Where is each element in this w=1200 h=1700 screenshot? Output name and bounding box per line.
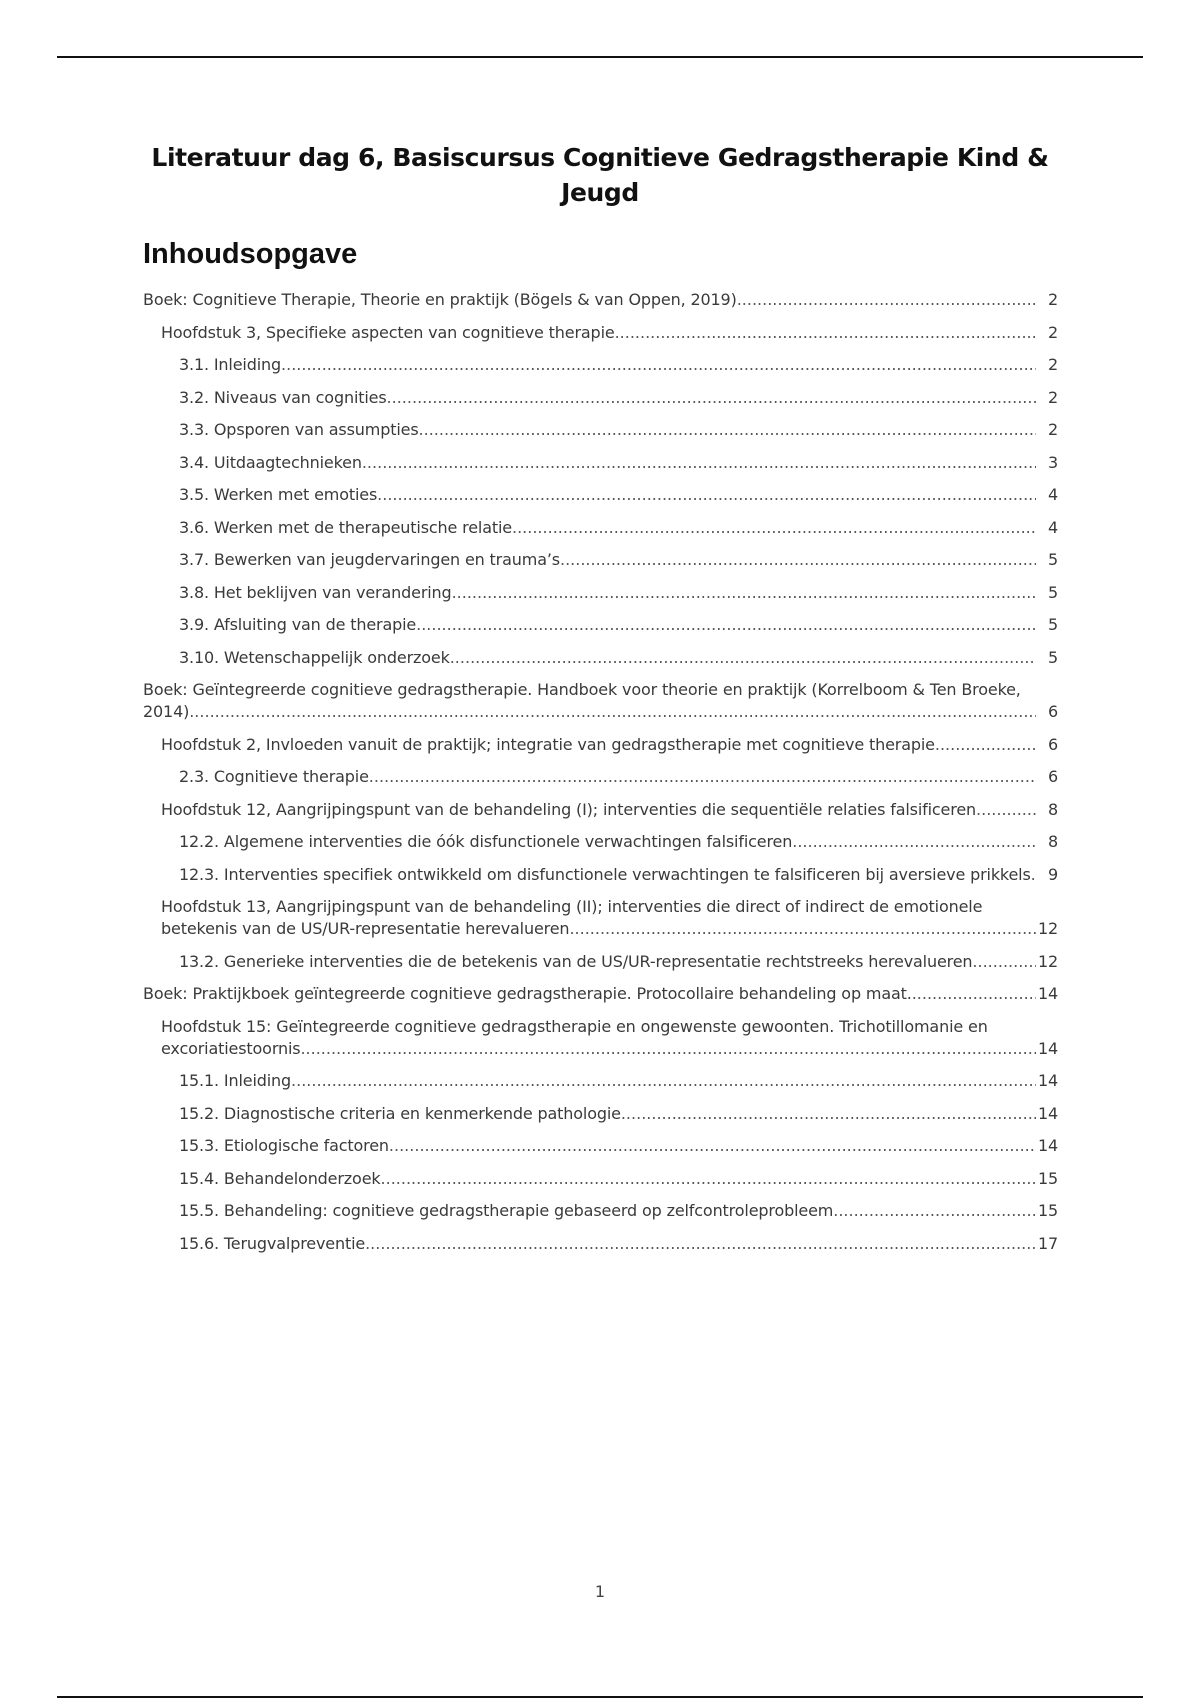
toc-entry-page[interactable]: 8 (1047, 832, 1058, 851)
page-number: 1 (594, 1582, 606, 1601)
toc-entry[interactable] (161, 795, 1058, 828)
document-title: Literatuur dag 6, Basiscursus Cognitieve Gedragstherapie Kind & Jeugd (151, 143, 1049, 207)
toc-entry-text[interactable]: 15.1. Inleiding ..... (179, 1070, 1036, 1092)
toc-entry[interactable] (179, 480, 1058, 513)
toc-entry-page[interactable]: 5 (1047, 582, 1058, 602)
toc-entry-text[interactable]: 3.10. Wetenschappelijk onderzoek ..... (179, 647, 1036, 669)
toc-entry-page[interactable]: 2 (1047, 290, 1058, 309)
toc-entry[interactable] (179, 578, 1058, 611)
toc-entry[interactable] (161, 892, 1058, 947)
toc-entry-text[interactable]: Hoofdstuk 2, Invloeden vanuit de praktijk; integratie van gedragstherapie met cognitieve therapie ..... (161, 734, 1036, 756)
toc-entry-page[interactable]: 12 (1037, 919, 1058, 938)
toc-entry-page[interactable]: 6 (1047, 734, 1058, 754)
toc-entry-text[interactable]: Hoofdstuk 13, Aangrijpingspunt van de behandeling (II); interventies die direct of indirect de emotionele betekenis van de US/UR-representatie herevalueren ..... (161, 896, 1036, 940)
toc-entry-text[interactable]: 3.4. Uitdaagtechnieken ..... (179, 452, 1036, 474)
toc-entry-text[interactable]: 2.3. Cognitieve therapie ..... (179, 766, 1036, 788)
toc-entry[interactable] (179, 350, 1058, 383)
toc-entry-page[interactable]: 2 (1047, 355, 1058, 374)
toc-entry[interactable] (161, 1012, 1058, 1067)
toc-entry[interactable] (161, 318, 1058, 351)
table-of-contents (143, 285, 1058, 1261)
toc-entry[interactable] (179, 1099, 1058, 1132)
toc-entry[interactable] (179, 1164, 1058, 1197)
toc-entry-page[interactable]: 4 (1047, 517, 1058, 537)
toc-entry-text[interactable]: Hoofdstuk 12, Aangrijpingspunt van de behandeling (I); interventies die sequentiële relaties falsificeren ..... (161, 799, 1036, 821)
toc-entry-text[interactable]: 12.2. Algemene interventies die óók disfunctionele verwachtingen falsificeren ..... (179, 831, 1036, 853)
toc-entry-page[interactable]: 4 (1047, 485, 1058, 504)
toc-entry[interactable] (179, 827, 1058, 860)
toc-entry-page[interactable]: 15 (1037, 1201, 1058, 1220)
toc-entry-text[interactable]: 3.9. Afsluiting van de therapie ..... (179, 614, 1036, 636)
toc-entry-text[interactable]: 3.2. Niveaus van cognities ..... (179, 387, 1036, 409)
toc-entry-text[interactable]: 3.7. Bewerken van jeugdervaringen en trauma’s ..... (179, 549, 1036, 571)
toc-entry-page[interactable]: 5 (1047, 550, 1058, 569)
toc-entry[interactable] (161, 730, 1058, 763)
toc-entry-page[interactable]: 14 (1037, 1136, 1058, 1155)
toc-entry-text[interactable]: 3.5. Werken met emoties ..... (179, 484, 1036, 506)
toc-entry-page[interactable]: 5 (1047, 647, 1058, 667)
toc-entry-text[interactable]: 13.2. Generieke interventies die de betekenis van de US/UR-representatie rechtstreeks herevalueren ..... (179, 951, 1036, 973)
toc-entry[interactable] (179, 448, 1058, 481)
toc-entry-page[interactable]: 2 (1047, 387, 1058, 407)
toc-entry-text[interactable]: Hoofdstuk 3, Specifieke aspecten van cognitieve therapie ..... (161, 322, 1036, 344)
toc-entry-text[interactable]: 3.6. Werken met de therapeutische relatie ..... (179, 517, 1036, 539)
toc-entry[interactable] (179, 643, 1058, 676)
toc-entry-page[interactable]: 14 (1037, 984, 1058, 1003)
toc-entry-page[interactable]: 14 (1037, 1038, 1058, 1058)
toc-entry-text[interactable]: Boek: Praktijkboek geïntegreerde cognitieve gedragstherapie. Protocollaire behandeling op maat. ..... (143, 983, 1036, 1005)
toc-entry[interactable] (179, 545, 1058, 578)
toc-entry[interactable] (179, 513, 1058, 546)
toc-entry-page[interactable]: 15 (1037, 1168, 1058, 1188)
toc-entry[interactable] (179, 415, 1058, 448)
toc-entry-page[interactable]: 2 (1047, 420, 1058, 439)
toc-entry-text[interactable]: 3.1. Inleiding ..... (179, 354, 1036, 376)
toc-heading: Inhoudsopgave (143, 238, 358, 270)
toc-entry[interactable] (143, 675, 1058, 730)
footer-rule (57, 1696, 1143, 1698)
toc-entry-page[interactable]: 3 (1047, 452, 1058, 472)
header-rule (57, 56, 1143, 58)
toc-entry[interactable] (143, 285, 1058, 318)
toc-entry-text[interactable]: 3.3. Opsporen van assumpties ..... (179, 419, 1036, 441)
toc-entry[interactable] (179, 1196, 1058, 1229)
toc-entry-text[interactable]: Hoofdstuk 15: Geïntegreerde cognitieve gedragstherapie en ongewenste gewoonten. Trichotillomanie en excoriatiestoornis ..... (161, 1016, 1036, 1060)
toc-entry-page[interactable]: 9 (1047, 864, 1058, 884)
toc-entry-page[interactable]: 5 (1047, 615, 1058, 634)
toc-entry-text[interactable]: 15.5. Behandeling: cognitieve gedragstherapie gebaseerd op zelfcontroleprobleem ..... (179, 1200, 1036, 1222)
toc-entry-text[interactable]: 15.6. Terugvalpreventie ..... (179, 1233, 1036, 1255)
toc-entry[interactable] (179, 762, 1058, 795)
toc-entry-page[interactable]: 6 (1047, 767, 1058, 786)
toc-entry-page[interactable]: 2 (1047, 322, 1058, 342)
toc-entry[interactable] (143, 979, 1058, 1012)
toc-entry-text[interactable]: Boek: Geïntegreerde cognitieve gedragstherapie. Handboek voor theorie en praktijk (Korrelboom & Ten Broeke, 2014) ..... (143, 679, 1036, 723)
toc-entry[interactable] (179, 1131, 1058, 1164)
toc-entry[interactable] (179, 1229, 1058, 1262)
toc-entry[interactable] (179, 860, 1058, 893)
toc-entry-page[interactable]: 6 (1047, 702, 1058, 721)
toc-entry[interactable] (179, 947, 1058, 980)
toc-entry-page[interactable]: 14 (1037, 1071, 1058, 1090)
toc-entry-page[interactable]: 17 (1037, 1233, 1058, 1253)
toc-entry-text[interactable]: 15.2. Diagnostische criteria en kenmerkende pathologie ..... (179, 1103, 1036, 1125)
toc-entry[interactable] (179, 610, 1058, 643)
toc-entry-text[interactable]: 15.4. Behandelonderzoek ..... (179, 1168, 1036, 1190)
toc-entry-text[interactable]: 12.3. Interventies specifiek ontwikkeld om disfunctionele verwachtingen te falsificeren bij aversieve prikkels ..... (179, 864, 1036, 886)
toc-entry[interactable] (179, 383, 1058, 416)
toc-entry-text[interactable]: 3.8. Het beklijven van verandering ..... (179, 582, 1036, 604)
toc-entry-page[interactable]: 14 (1037, 1103, 1058, 1123)
toc-entry-page[interactable]: 12 (1037, 951, 1058, 971)
toc-entry[interactable] (179, 1066, 1058, 1099)
toc-entry-text[interactable]: 15.3. Etiologische factoren ..... (179, 1135, 1036, 1157)
toc-entry-text[interactable]: Boek: Cognitieve Therapie, Theorie en praktijk (Bögels & van Oppen, 2019) ..... (143, 289, 1036, 311)
toc-entry-page[interactable]: 8 (1047, 799, 1058, 819)
